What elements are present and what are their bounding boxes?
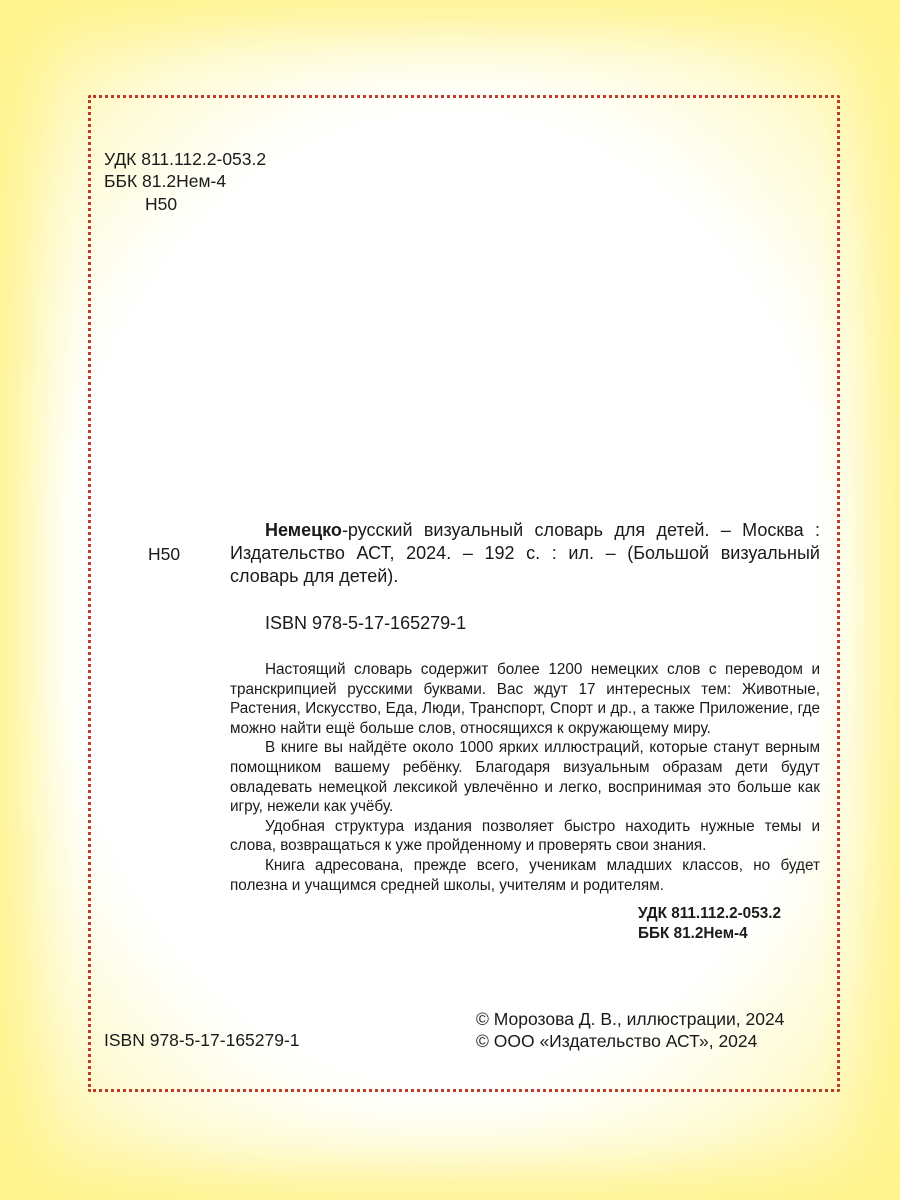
abstract-paragraph-2: В книге вы найдёте около 1000 ярких иллюстраций, которые станут верным помощником вашему ребёнку. Благодаря визуальным образам дети будут овладевать немецкой лексикой увлечённо и легко, воспринимая это больше как игру, нежели как учёбу. [230, 739, 820, 816]
author-mark-top: Н50 [145, 194, 178, 214]
abstract-paragraph-3: Удобная структура издания позволяет быстро находить нужные темы и слова, возвращаться к уже пройденному и проверять свои знания. [230, 817, 820, 855]
isbn-reference: ISBN 978-5-17-165279-1 [265, 613, 467, 633]
copyright-block [476, 1008, 784, 1052]
author-mark-reference: Н50 [148, 544, 181, 564]
reference-title-rest: -русский визуальный словарь для детей. – Москва : Издательство АСТ, 2024. – 192 с. : ил. – (Большой визуальный словарь для детей). [230, 520, 820, 586]
copyright-publisher: © ООО «Издательство АСТ», 2024 [476, 1031, 758, 1051]
bbk-code-top: ББК 81.2Нем-4 [104, 171, 227, 191]
abstract-paragraph-1: Настоящий словарь содержит более 1200 немецких слов с переводом и транскрипцией русскими буквами. Вас ждут 17 интересных тем: Животные, Растения, Искусство, Еда, Люди, Транспорт, Спорт и др., а также Приложение, где можно найти ещё больше слов, относящихся к окружающему миру. [230, 661, 820, 737]
reference-title-bold: Немецко [265, 520, 342, 540]
udk-code-top: УДК 811.112.2-053.2 [104, 149, 267, 169]
abstract-paragraph-4: Книга адресована, прежде всего, ученикам младших классов, но будет полезна и учащимся средней школы, учителям и родителям. [230, 856, 820, 894]
udk-code-bottom: УДК 811.112.2-053.2 [638, 905, 781, 922]
isbn-bottom: ISBN 978-5-17-165279-1 [104, 1030, 300, 1050]
bibliographic-reference [230, 519, 820, 588]
bbk-code-bottom: ББК 81.2Нем-4 [638, 925, 748, 942]
abstract [230, 660, 820, 895]
copyright-illustrations: © Морозова Д. В., иллюстрации, 2024 [476, 1009, 785, 1029]
classification-codes [638, 904, 781, 944]
